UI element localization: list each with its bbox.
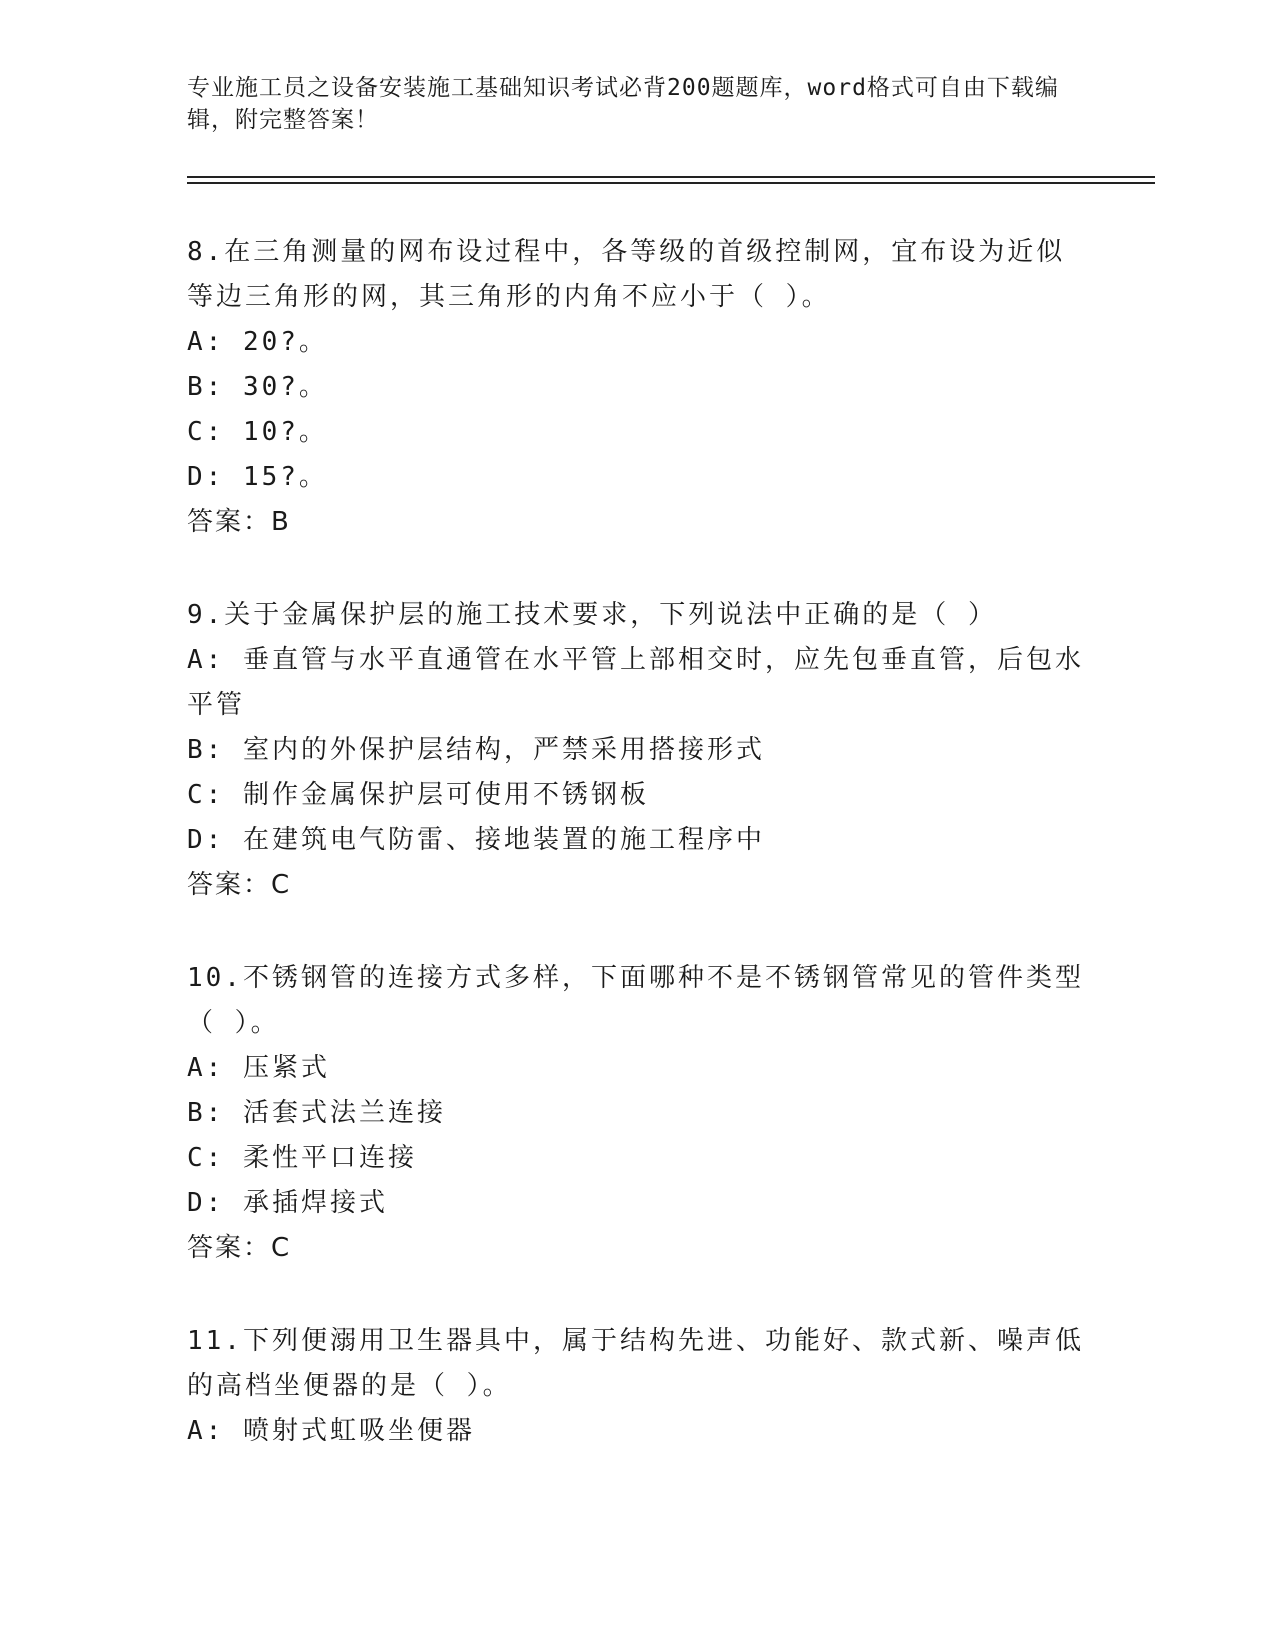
question-8 [187,230,1087,545]
option-a: A: 压紧式 [187,1053,330,1083]
option-a: A: 喷射式虹吸坐便器 [187,1416,475,1446]
option-a: A: 垂直管与水平直通管在水平管上部相交时，应先包垂直管，后包水平管 [187,645,1084,720]
question-10 [187,956,1087,1271]
answer: 答案：C [187,870,292,900]
option-d: D: 在建筑电气防雷、接地装置的施工程序中 [187,825,765,855]
option-d: D: 承插焊接式 [187,1188,388,1218]
question-stem: 8.在三角测量的网布设过程中，各等级的首级控制网，宜布设为近似等边三角形的网，其三角形的内角不应小于（ ）。 [187,237,1066,312]
option-c: C: 10?。 [187,417,328,447]
question-9 [187,593,1087,908]
question-stem: 9.关于金属保护层的施工技术要求，下列说法中正确的是（ ） [187,600,997,630]
option-b: B: 30?。 [187,372,328,402]
question-stem: 10.不锈钢管的连接方式多样，下面哪种不是不锈钢管常见的管件类型（ ）。 [187,963,1084,1038]
option-c: C: 制作金属保护层可使用不锈钢板 [187,780,649,810]
question-stem: 11.下列便溺用卫生器具中，属于结构先进、功能好、款式新、噪声低的高档坐便器的是（ ）。 [187,1326,1084,1401]
answer: 答案：C [187,1233,292,1263]
answer: 答案：B [187,507,291,537]
header-divider-top [187,176,1155,178]
option-b: B: 室内的外保护层结构，严禁采用搭接形式 [187,735,765,765]
question-list [187,230,1087,1502]
question-11 [187,1319,1087,1454]
document-header: 专业施工员之设备安装施工基础知识考试必背200题题库，word格式可自由下载编辑，附完整答案！ [187,75,1059,133]
option-d: D: 15?。 [187,462,328,492]
option-c: C: 柔性平口连接 [187,1143,417,1173]
header-divider-bottom [187,182,1155,184]
option-a: A: 20?。 [187,327,328,357]
option-b: B: 活套式法兰连接 [187,1098,446,1128]
